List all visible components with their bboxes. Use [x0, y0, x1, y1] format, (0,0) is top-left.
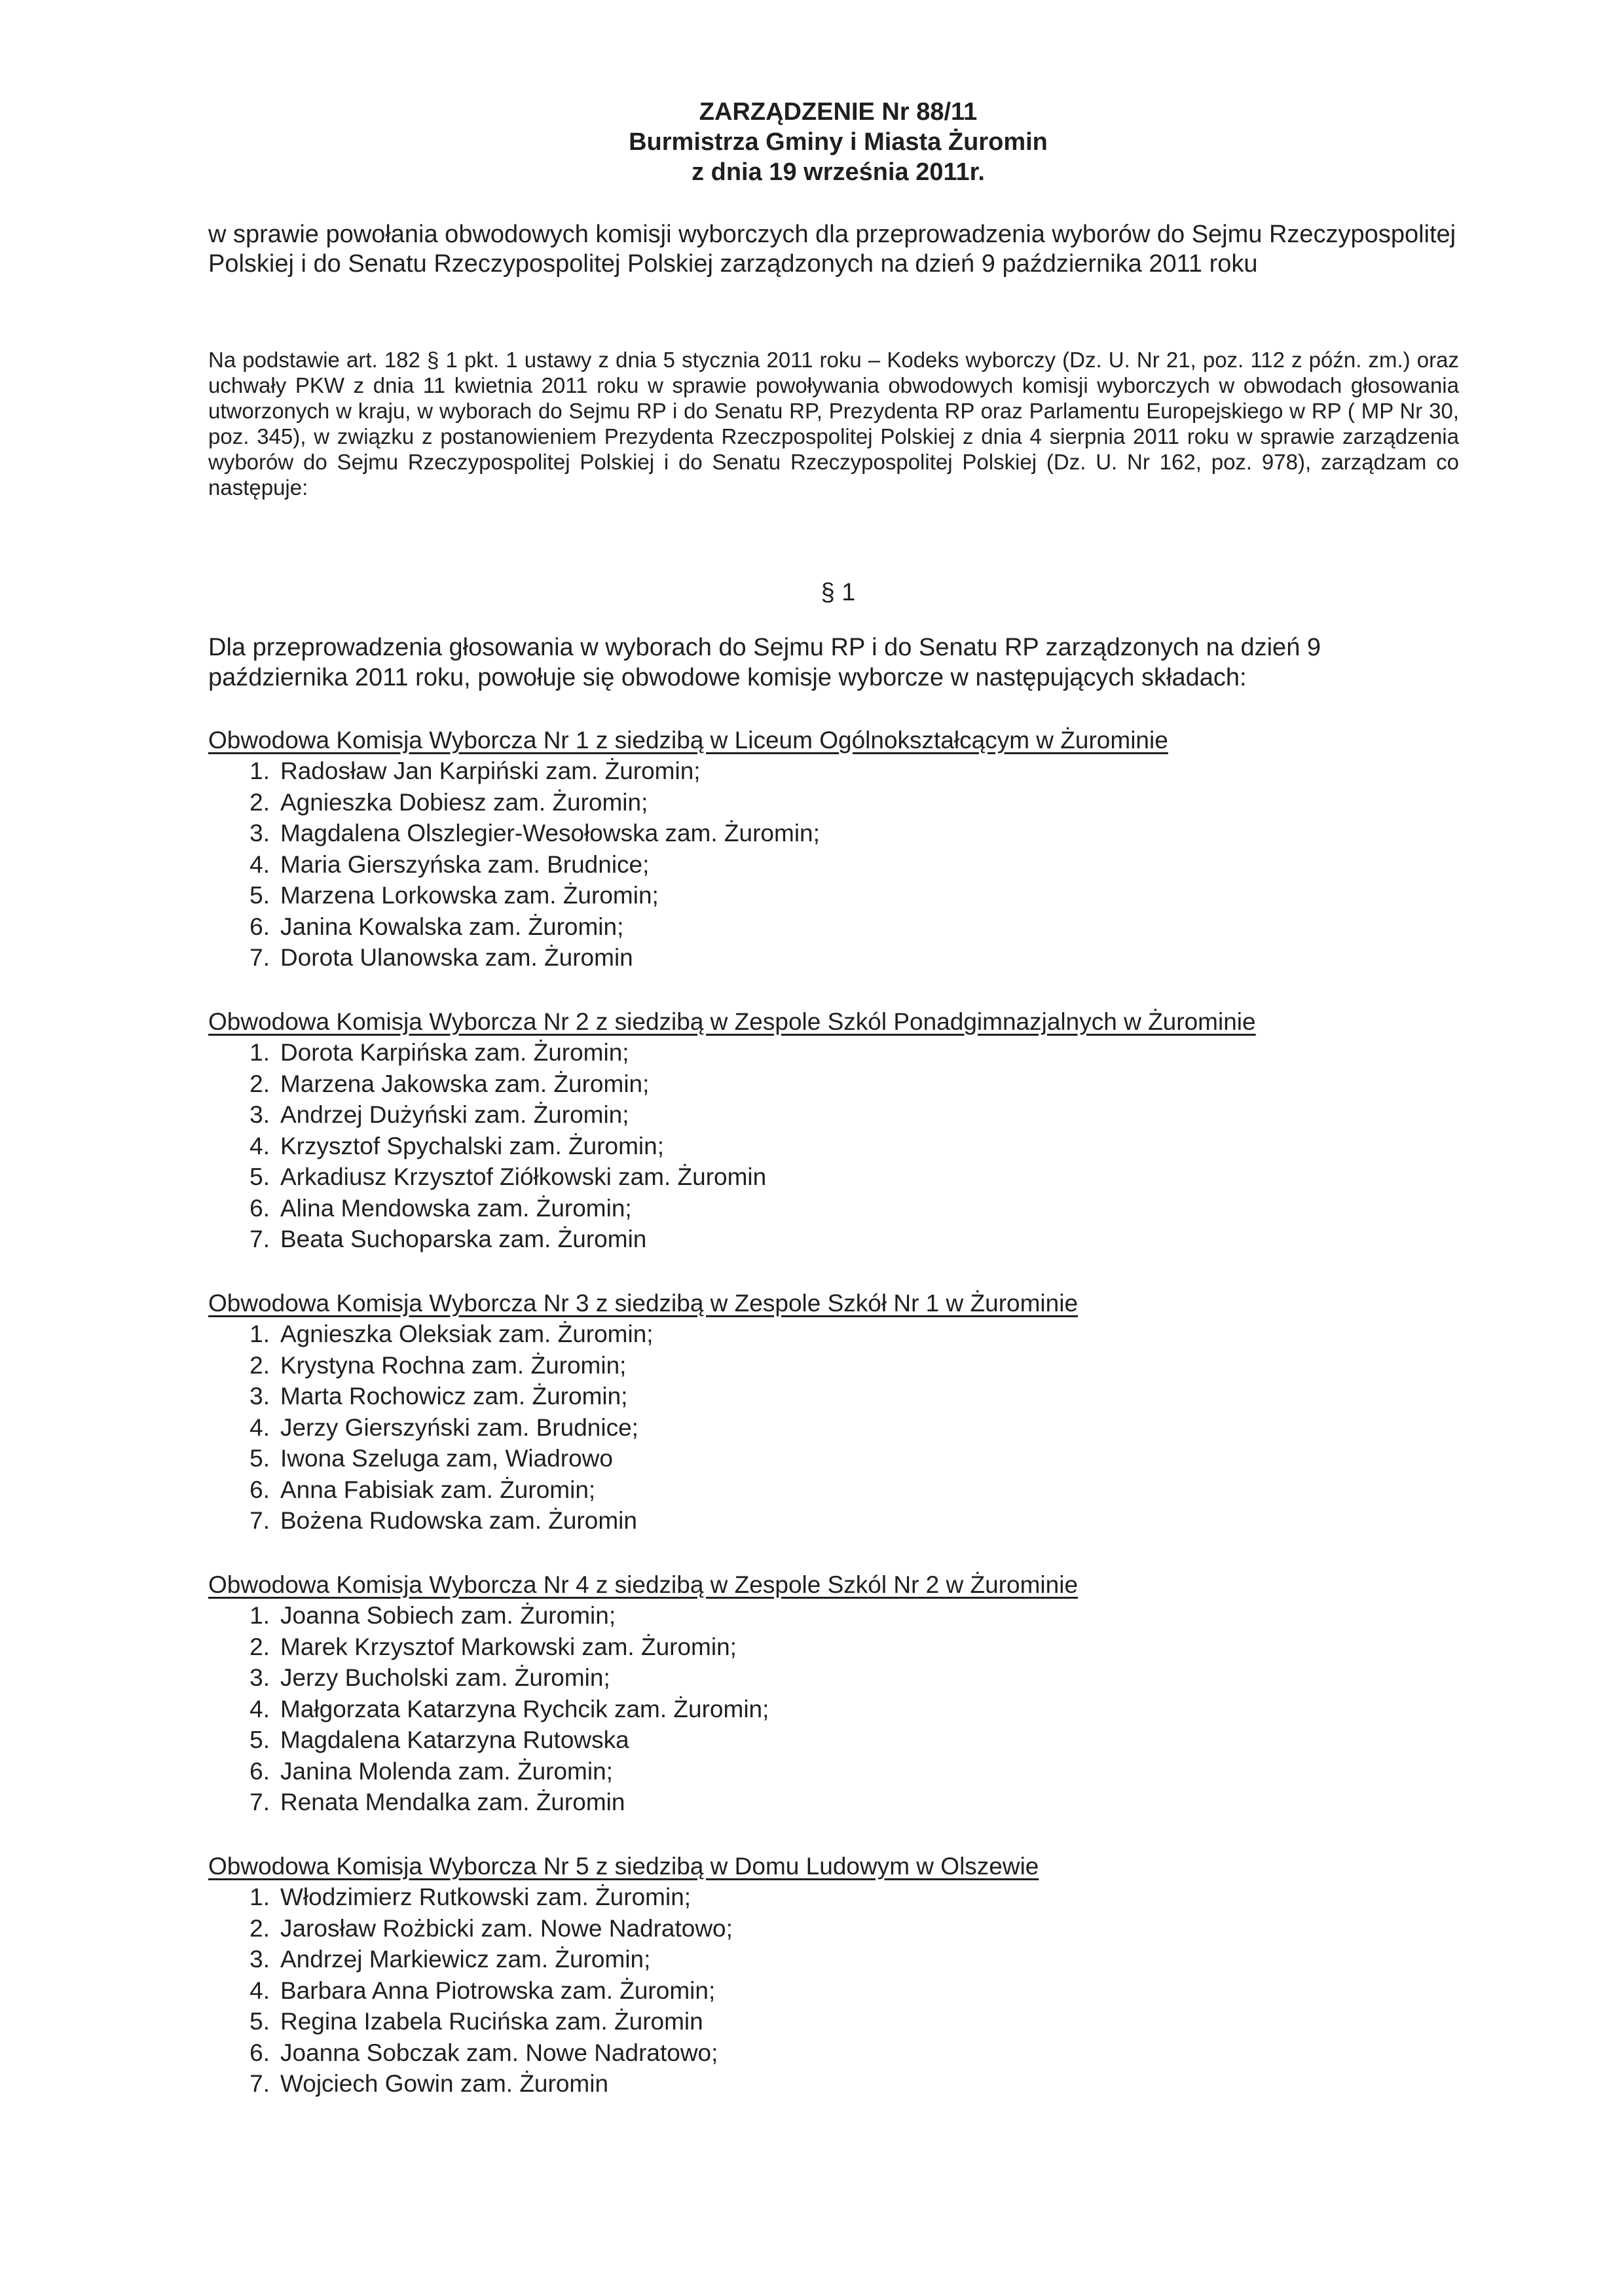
member-text: Joanna Sobczak zam. Nowe Nadratowo; — [280, 2039, 718, 2066]
member-item — [208, 1037, 1485, 1068]
member-text: Renata Mendalka zam. Żuromin — [280, 1789, 625, 1815]
member-text: Marzena Lorkowska zam. Żuromin; — [280, 882, 659, 909]
member-list — [208, 1882, 1485, 2100]
member-text: Janina Kowalska zam. Żuromin; — [280, 913, 624, 940]
member-text: Krystyna Rochna zam. Żuromin; — [280, 1351, 627, 1379]
member-number: 7. — [249, 944, 270, 971]
member-item — [208, 849, 1485, 881]
member-item — [208, 756, 1485, 787]
member-list — [208, 1037, 1485, 1255]
member-item — [208, 1443, 1485, 1474]
member-number: 3. — [249, 1946, 270, 1973]
member-number: 6. — [249, 2039, 270, 2066]
member-text: Jarosław Rożbicki zam. Nowe Nadratowo; — [280, 1914, 733, 1942]
member-text: Magdalena Olszlegier-Wesołowska zam. Żuromin; — [280, 820, 820, 847]
member-list — [208, 756, 1485, 974]
member-item — [208, 1787, 1485, 1818]
member-number: 6. — [249, 1757, 270, 1785]
member-item — [208, 1068, 1485, 1100]
member-number: 4. — [249, 1977, 270, 2004]
member-number: 6. — [249, 1476, 270, 1503]
member-text: Małgorzata Katarzyna Rychcik zam. Żuromin; — [280, 1695, 769, 1722]
commission-title: Obwodowa Komisja Wyborcza Nr 1 z siedzibą w Liceum Ogólnokształcącym w Żurominie — [208, 727, 1168, 754]
member-item — [208, 1694, 1485, 1725]
commission-block — [208, 1288, 1485, 1537]
member-text: Arkadiusz Krzysztof Ziółkowski zam. Żuromin — [280, 1163, 767, 1190]
member-number: 3. — [249, 1664, 270, 1691]
member-text: Włodzimierz Rutkowski zam. Żuromin; — [280, 1884, 692, 1910]
member-item — [208, 1913, 1485, 1944]
member-number: 1. — [249, 1321, 270, 1347]
member-item — [208, 1350, 1485, 1381]
member-text: Alina Mendowska zam. Żuromin; — [280, 1194, 632, 1222]
member-number: 5. — [249, 1163, 270, 1190]
member-item — [208, 787, 1485, 818]
member-number: 4. — [249, 1695, 270, 1722]
member-item — [208, 1131, 1485, 1162]
member-number: 4. — [249, 1132, 270, 1159]
member-number: 1. — [249, 1602, 270, 1629]
commission-title: Obwodowa Komisja Wyborcza Nr 3 z siedzibą w Zespole Szkół Nr 1 w Żurominie — [208, 1290, 1079, 1317]
member-item — [208, 1724, 1485, 1756]
section-mark-text: § 1 — [821, 579, 856, 606]
member-item — [208, 818, 1485, 849]
member-number: 2. — [249, 1070, 270, 1097]
member-text: Barbara Anna Piotrowska zam. Żuromin; — [280, 1977, 716, 2004]
member-number: 5. — [249, 882, 270, 909]
member-text: Marek Krzysztof Markowski zam. Żuromin; — [280, 1633, 737, 1660]
ordinance-date: z dnia 19 września 2011r. — [692, 158, 985, 186]
member-number: 4. — [249, 1413, 270, 1441]
member-number: 7. — [249, 1507, 270, 1534]
member-text: Marzena Jakowska zam. Żuromin; — [280, 1070, 650, 1097]
member-item — [208, 1975, 1485, 2007]
member-item — [208, 1193, 1485, 1224]
document-header — [0, 97, 1624, 187]
member-number: 3. — [249, 1383, 270, 1410]
member-text: Iwona Szeluga zam, Wiadrowo — [280, 1445, 613, 1472]
member-item — [208, 1944, 1485, 1975]
member-item — [208, 942, 1485, 974]
member-text: Dorota Ulanowska zam. Żuromin — [280, 944, 633, 971]
member-number: 1. — [249, 1884, 270, 1910]
member-text: Andrzej Dużyński zam. Żuromin; — [280, 1101, 629, 1128]
member-text: Regina Izabela Rucińska zam. Żuromin — [280, 2008, 703, 2035]
section-heading — [0, 577, 1624, 608]
member-text: Joanna Sobiech zam. Żuromin; — [280, 1602, 616, 1629]
member-item — [208, 1381, 1485, 1412]
commission-block — [208, 1570, 1485, 1818]
member-text: Anna Fabisiak zam. Żuromin; — [280, 1476, 596, 1503]
member-item — [208, 2037, 1485, 2069]
member-item — [208, 880, 1485, 911]
member-item — [208, 1319, 1485, 1350]
commission-title: Obwodowa Komisja Wyborcza Nr 2 z siedzibą w Zespole Szkól Ponadgimnazjalnych w Żurominie — [208, 1008, 1256, 1035]
member-item — [208, 911, 1485, 943]
member-item — [208, 1161, 1485, 1193]
member-text: Jerzy Bucholski zam. Żuromin; — [280, 1664, 610, 1691]
member-text: Agnieszka Dobiesz zam. Żuromin; — [280, 788, 648, 816]
commission-block — [208, 1851, 1485, 2100]
member-item — [208, 1505, 1485, 1537]
member-text: Radosław Jan Karpiński zam. Żuromin; — [280, 757, 701, 784]
member-number: 2. — [249, 788, 270, 816]
ordinance-title: ZARZĄDZENIE Nr 88/11 — [699, 98, 978, 126]
member-number: 3. — [249, 1101, 270, 1128]
member-list — [208, 1600, 1485, 1818]
commission-block — [208, 1007, 1485, 1255]
commission-block — [208, 725, 1485, 974]
member-list — [208, 1319, 1485, 1537]
member-text: Andrzej Markiewicz zam. Żuromin; — [280, 1946, 651, 1973]
member-number: 2. — [249, 1351, 270, 1379]
member-item — [208, 2068, 1485, 2100]
member-text: Krzysztof Spychalski zam. Żuromin; — [280, 1132, 664, 1159]
member-item — [208, 1474, 1485, 1506]
member-number: 7. — [249, 1226, 270, 1252]
member-text: Marta Rochowicz zam. Żuromin; — [280, 1383, 628, 1410]
member-number: 5. — [249, 2008, 270, 2035]
member-item — [208, 1412, 1485, 1444]
member-text: Beata Suchoparska zam. Żuromin — [280, 1226, 647, 1252]
member-text: Magdalena Katarzyna Rutowska — [280, 1726, 629, 1753]
member-text: Agnieszka Oleksiak zam. Żuromin; — [280, 1321, 654, 1347]
member-item — [208, 1882, 1485, 1913]
member-number: 6. — [249, 913, 270, 940]
legal-basis-paragraph: Na podstawie art. 182 § 1 pkt. 1 ustawy z dnia 5 stycznia 2011 roku – Kodeks wyborczy (Dz. U. Nr 21, poz. 112 z późn. zm.) oraz uchwały PKW z dnia 11 kwietnia 2011 roku w sprawie powoływania obwodowych komisji wyborczych w obwodach głosowania utworzonych w kraju, w wyborach do Sejmu RP i do Senatu RP, Prezydenta RP oraz Parlamentu Europejskiego w RP ( MP Nr 30, poz. 345), w związku z postanowieniem Prezydenta Rzeczpospolitej Polskiej z dnia 4 sierpnia 2011 roku w sprawie zarządzenia wyborów do Sejmu Rzeczypospolitej Polskiej i do Senatu Rzeczypospolitej Polskiej (Dz. U. Nr 162, poz. 978), zarządzam co następuje: — [208, 348, 1459, 500]
member-text: Jerzy Gierszyński zam. Brudnice; — [280, 1413, 638, 1441]
commission-title: Obwodowa Komisja Wyborcza Nr 4 z siedzibą w Zespole Szkól Nr 2 w Żurominie — [208, 1571, 1079, 1598]
member-number: 6. — [249, 1194, 270, 1222]
member-text: Maria Gierszyńska zam. Brudnice; — [280, 850, 650, 878]
member-text: Dorota Karpińska zam. Żuromin; — [280, 1039, 629, 1066]
member-number: 7. — [249, 1789, 270, 1815]
commission-title: Obwodowa Komisja Wyborcza Nr 5 z siedzibą w Domu Ludowym w Olszewie — [208, 1853, 1039, 1880]
member-item — [208, 1099, 1485, 1131]
member-item — [208, 1756, 1485, 1787]
member-item — [208, 1662, 1485, 1694]
member-text: Janina Molenda zam. Żuromin; — [280, 1757, 613, 1785]
member-number: 7. — [249, 2070, 270, 2097]
member-text: Bożena Rudowska zam. Żuromin — [280, 1507, 637, 1534]
member-number: 3. — [249, 820, 270, 847]
member-number: 1. — [249, 1039, 270, 1066]
member-number: 4. — [249, 850, 270, 878]
member-item — [208, 1224, 1485, 1255]
member-number: 5. — [249, 1726, 270, 1753]
member-text: Wojciech Gowin zam. Żuromin — [280, 2070, 609, 2097]
member-number: 5. — [249, 1445, 270, 1472]
ordinance-issuer: Burmistrza Gminy i Miasta Żuromin — [629, 128, 1048, 156]
member-number: 2. — [249, 1633, 270, 1660]
ordinance-subject: w sprawie powołania obwodowych komisji wyborczych dla przeprowadzenia wyborów do Sejmu Rzeczypospolitej Polskiej i do Senatu Rzeczypospolitej Polskiej zarządzonych na dzień 9 października 2011 roku — [208, 221, 1456, 278]
member-number: 1. — [249, 757, 270, 784]
member-number: 2. — [249, 1914, 270, 1942]
member-item — [208, 2006, 1485, 2037]
intro-paragraph: Dla przeprowadzenia głosowania w wyborach do Sejmu RP i do Senatu RP zarządzonych na dzień 9 października 2011 roku, powołuje się obwodowe komisje wyborcze w następujących składach: — [208, 634, 1321, 691]
member-item — [208, 1631, 1485, 1663]
member-item — [208, 1600, 1485, 1631]
